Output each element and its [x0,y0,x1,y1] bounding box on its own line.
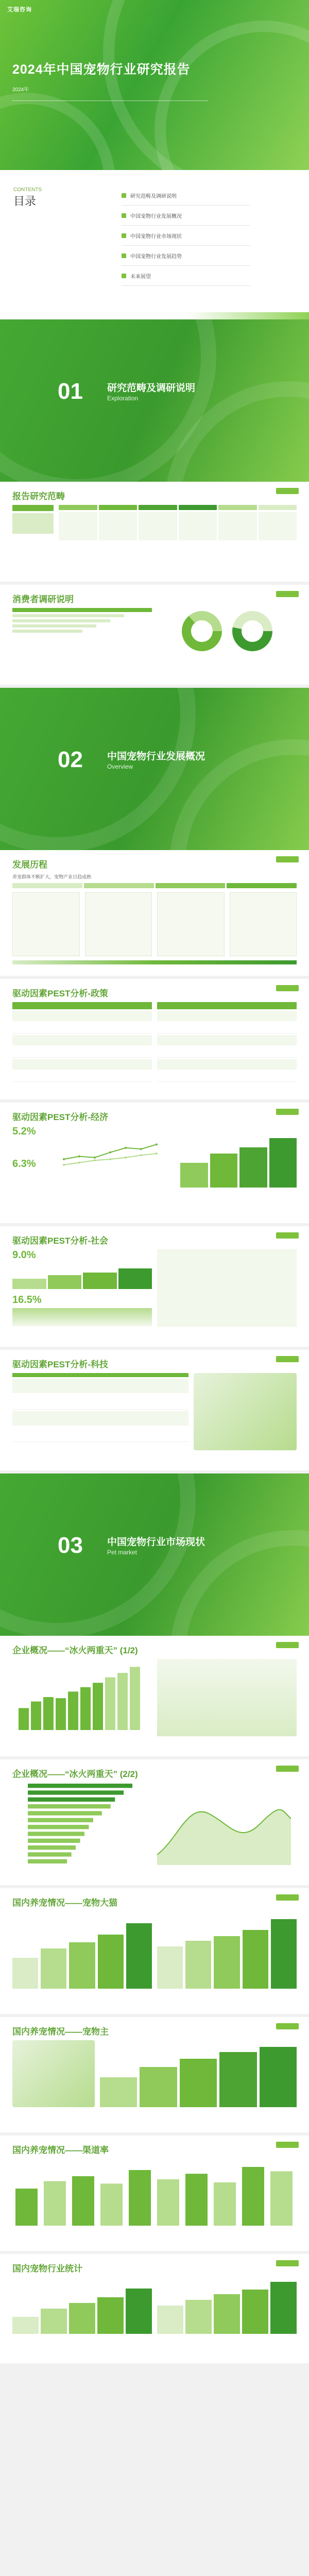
toc-item[interactable]: 中国宠物行业发展概况 [122,206,250,226]
brand-badge [276,1642,299,1648]
brand-badge [276,488,299,494]
bar [242,2167,264,2226]
bar [157,2179,179,2226]
bar [270,2171,293,2226]
data-point [125,1147,127,1149]
bar [100,2183,123,2226]
toc-list [122,185,250,286]
brand-badge [276,2023,299,2029]
page-title: 国内养宠情况——渠道率 [12,2145,109,2155]
stat-value: 9.0% [12,1249,36,1261]
bar [28,1784,132,1788]
data-point [63,1158,65,1160]
data-point [78,1162,80,1164]
page-title: 消费者调研说明 [12,595,74,604]
data-point [94,1157,96,1159]
bar [129,2170,151,2226]
page-title: 国内养宠情况——宠物主 [12,2027,109,2037]
section-banner-03: 03 中国宠物行业市场现状 Pet market [0,1473,309,1636]
pest-econ-page [0,1103,309,1226]
bar [15,2189,38,2226]
page-title: 报告研究范畴 [12,492,65,501]
page-title: 企业概况——“冰火两重天” (2/2) [12,1769,138,1779]
bar [31,1702,41,1730]
pest-policy-page [0,979,309,1103]
brand-badge [276,1356,299,1362]
data-point [78,1156,80,1158]
bar [28,1818,93,1822]
brand-logo: 艾瑞咨询 [7,7,32,13]
pest-social-page [0,1226,309,1350]
market1-page [0,1636,309,1759]
stat-value: 6.3% [12,1158,36,1170]
brand-badge [276,2142,299,2148]
cover-date: 2024年 [12,87,29,93]
bar [72,2176,94,2226]
bar [28,1859,67,1863]
bar [28,1839,80,1843]
page-title: 企业概况——“冰火两重天” (1/2) [12,1646,138,1655]
bar [28,1832,84,1836]
market-area-chart [157,1783,291,1865]
toc-page [0,170,309,319]
bar [43,1697,54,1730]
toc-heading: CONTENTS 目录 [13,187,42,208]
trend-page [0,2017,309,2136]
data-point [109,1151,111,1154]
brand-badge [276,1232,299,1239]
brand-badge [276,2260,299,2266]
market-bar-chart [12,1659,146,1736]
bar [130,1667,140,1730]
bar [185,2174,208,2226]
survey-donut-1 [179,608,225,654]
data-point [156,1153,158,1155]
toc-item[interactable]: 研究范畴及调研说明 [122,185,250,206]
pest-tech-page [0,1350,309,1473]
section-banner-02: 02 中国宠物行业发展概况 Overview [0,688,309,850]
survey-page [0,585,309,688]
page-title: 驱动因素PEST分析-经济 [12,1112,109,1122]
bar [93,1683,103,1730]
market2-page [0,1759,309,1888]
brand-badge [276,1109,299,1115]
brand-badge [276,591,299,597]
econ-line-chart [59,1126,162,1198]
bar [28,1811,102,1815]
page-title: 国内宠物行业统计 [12,2264,82,2274]
bar [80,1687,91,1730]
survey-donut-2 [229,608,276,654]
data-point [140,1154,142,1156]
toc-item[interactable]: 未来展望 [122,266,250,286]
page-title: 驱动因素PEST分析-政策 [12,989,109,998]
page-title: 驱动因素PEST分析-科技 [12,1360,109,1369]
section-title: 研究范畴及调研说明 [107,383,196,394]
section-title: 中国宠物行业市场现状 [107,1537,205,1548]
bar [68,1691,78,1730]
bar [19,1708,29,1730]
cover-page [0,0,309,170]
data-point [156,1143,158,1145]
data-point [109,1158,111,1160]
toc-item[interactable]: 中国宠物行业发展趋势 [122,246,250,266]
bar [28,1798,115,1802]
cover-meta [12,85,60,93]
stat-value: 5.2% [12,1126,36,1137]
bar [28,1852,72,1856]
channel-bar-chart [12,2159,296,2226]
data-point [94,1159,96,1161]
bar [44,2181,66,2226]
section-title: 中国宠物行业发展概况 [107,751,205,762]
brand-badge [276,985,299,991]
data-point [63,1164,65,1166]
bar [117,1673,128,1730]
toc-item[interactable]: 中国宠物行业市场现状 [122,226,250,246]
data-point [125,1157,127,1159]
page-title: 驱动因素PEST分析-社会 [12,1236,109,1246]
stat-value: 16.5% [12,1294,42,1306]
data-point [140,1148,142,1150]
brand-badge [276,1894,299,1901]
page-title: 发展历程 [12,860,47,870]
stats-page [0,2254,309,2366]
bar [105,1677,115,1730]
supply-page [0,1888,309,2017]
company-bar-chart [12,1783,146,1865]
scope-page [0,482,309,585]
page-title: 国内养宠情况——宠物大猫 [12,1898,117,1908]
brand-badge [276,1766,299,1772]
bar [214,2182,236,2226]
channel-page [0,2136,309,2254]
bar [28,1790,124,1794]
brand-badge [276,856,299,862]
section-banner-01: 01 研究范畴及调研说明 Exploration [0,319,309,482]
cover-title: 2024年中国宠物行业研究报告 [12,62,191,77]
history-page: 发展历程 养宠群体不断扩大，宠物产业日趋成熟 [0,850,309,979]
bar [56,1698,66,1730]
bar [28,1825,89,1829]
bar [28,1845,76,1850]
bar [28,1804,111,1808]
